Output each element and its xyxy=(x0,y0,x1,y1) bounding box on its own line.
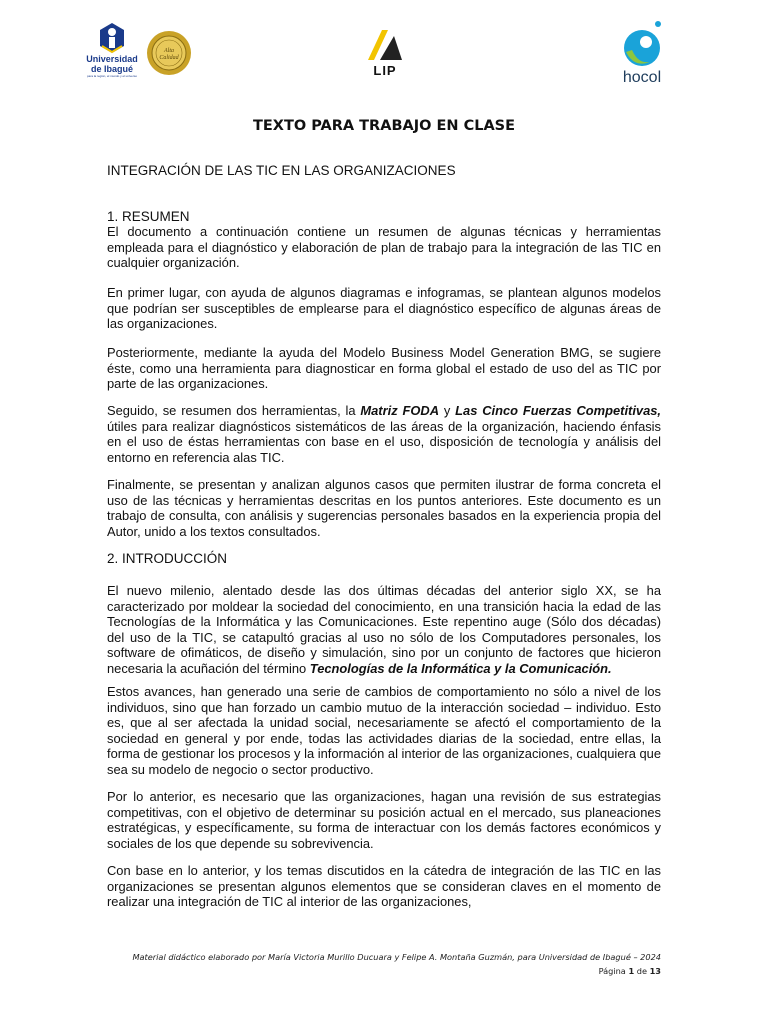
paragraph: Estos avances, han generado una serie de cambios de comportamiento no sólo a nivel de los individuos, sino que han forzado un cambio mutuo de la interacción sociedad – individuo. Esto es, que al ser afectada la unidad social, necesariamente se afectó el comportamiento de la sociedad en general y por ende, todas las actividades diarias de la sociedad, entre ellas, la forma de gestionar los procesos y la información al interior de las organizaciones, cualquiera que sea su modelo de negocio o sector productivo. xyxy=(107,684,661,777)
hocol-drop-icon xyxy=(612,18,672,70)
lip-wordmark: LIP xyxy=(373,63,397,78)
document-subtitle: INTEGRACIÓN DE LAS TIC EN LAS ORGANIZACIONES xyxy=(107,163,456,178)
paragraph: Finalmente, se presentan y analizan algunos casos que permiten ilustrar de forma concreta el uso de las técnicas y herramientas descritas en los puntos anteriores. Este documento es un trabajo de consulta, con análisis y sugerencias personales basados en la experiencia propia del Autor, unido a los textos consultados. xyxy=(107,477,661,539)
paragraph: En primer lugar, con ayuda de algunos diagramas e infogramas, se plantean algunos modelos que podrían ser susceptibles de emplearse para el diagnóstico específico de algunas áreas de las organizaciones. xyxy=(107,285,661,332)
ibague-emblem-icon xyxy=(98,22,126,54)
paragraph: Con base en lo anterior, y los temas discutidos en la cátedra de integración de las TIC en las organizaciones se presentan algunos elementos que se consideran claves en el momento de realizar una integración de TIC al interior de las organizaciones, xyxy=(107,863,661,910)
paragraph: Posteriormente, mediante la ayuda del Modelo Business Model Generation BMG, se sugiere éste, como una herramienta para diagnosticar en forma global el estado de uso del as TIC por parte de las organizaciones. xyxy=(107,345,661,392)
alta-calidad-seal-icon xyxy=(146,30,192,76)
lip-logo xyxy=(362,26,408,80)
paragraph: El documento a continuación contiene un resumen de algunas técnicas y herramientas empleada para el diagnóstico y elaboración de plan de trabajo para la integración de las TIC en cualquier organización. xyxy=(107,224,661,271)
hocol-logo xyxy=(612,18,682,90)
paragraph: Por lo anterior, es necesario que las organizaciones, hagan una revisión de sus estrategias competitivas, con el objetivo de determinar su posición actual en el mercado, sus planeaciones estratégicas, y específicamente, su forma de interactuar con los demás factores económicos y sociales de los que depende su sobrevivencia. xyxy=(107,789,661,851)
paragraph-milenio: El nuevo milenio, alentado desde las dos últimas décadas del anterior siglo XX, se ha caracterizado por moldear la sociedad del conocimiento, en una transición hacia la edad de las Tecnologías de la Informática y las Comunicaciones. Este repentino auge (Sólo dos décadas) del uso de la TIC, se catapultó gracias al uso no sólo de los Computadores personales, los software de ofimáticos, de diseño y simulación, sino por un conjunto de factores que hicieron necesaria la acuñación del término Tecnologías de la Informática y la Comunicación. xyxy=(107,583,661,676)
svg-text:Calidad: Calidad xyxy=(159,55,179,61)
universidad-ibague-logo xyxy=(80,22,144,78)
footer-credit: Material didáctico elaborado por María Victoria Murillo Ducuara y Felipe A. Montaña Guzmán, para Universidad de Ibagué – 2024 xyxy=(132,952,661,962)
section-heading-resumen: 1. RESUMEN xyxy=(107,209,190,224)
university-tagline: para la región, el mundo y el universo xyxy=(86,74,138,78)
hocol-wordmark: hocol xyxy=(622,69,662,86)
emphasis-cinco-fuerzas: Las Cinco Fuerzas Competitivas, xyxy=(455,403,661,418)
lip-mark-icon xyxy=(362,26,408,62)
paragraph-herramientas: Seguido, se resumen dos herramientas, la Matriz FODA y Las Cinco Fuerzas Competitivas, útiles para realizar diagnósticos sistemáticos de las áreas de la organización, haciendo énfasis en el uso de éstas herramientas con base en el uso, disposición de tecnología y análisis del entorno en referencia alas TIC. xyxy=(107,403,661,465)
emphasis-matriz-foda: Matriz FODA xyxy=(360,403,440,418)
page-number: Página 1 de 13 xyxy=(598,966,661,976)
university-name: Universidad de Ibagué xyxy=(86,54,138,74)
section-heading-introduccion: 2. INTRODUCCIÓN xyxy=(107,551,228,566)
document-title: TEXTO PARA TRABAJO EN CLASE xyxy=(252,118,516,134)
emphasis-tic-term: Tecnologías de la Informática y la Comunicación. xyxy=(309,660,612,676)
svg-text:Alta: Alta xyxy=(164,48,174,54)
